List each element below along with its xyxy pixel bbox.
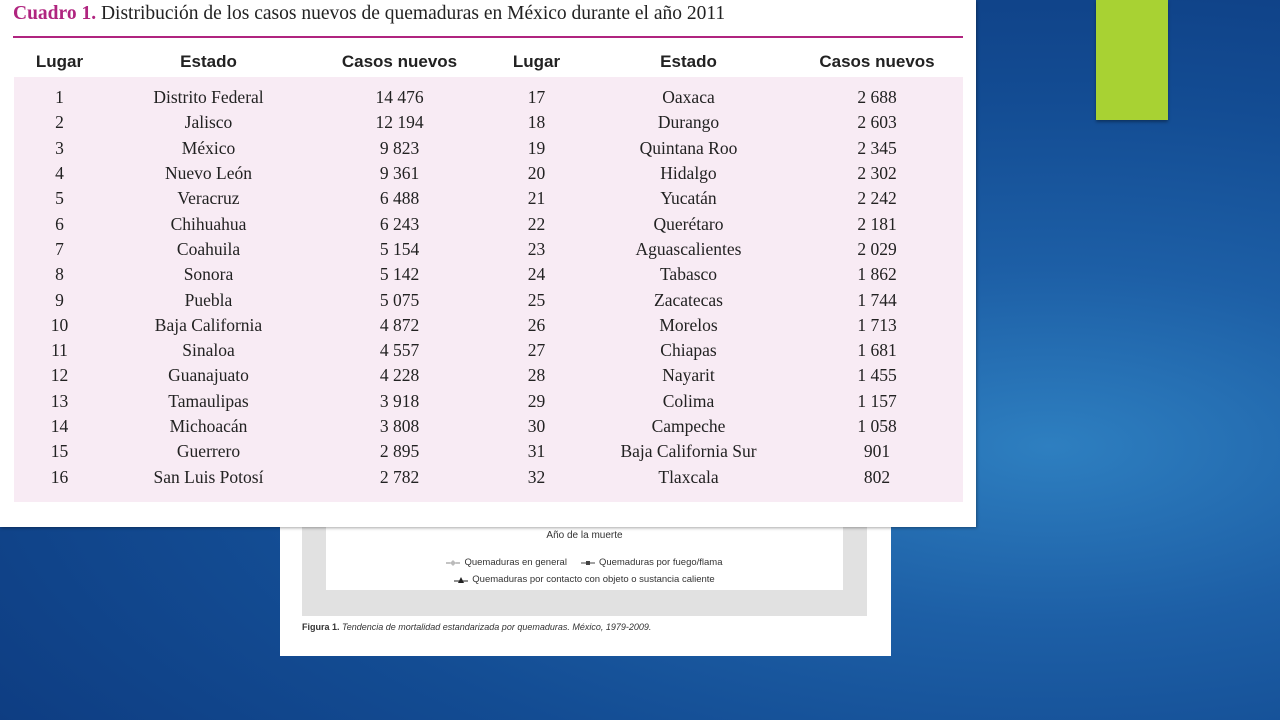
cell-casos-nuevos: 1 455 — [857, 365, 897, 386]
cell-lugar: 23 — [527, 238, 546, 259]
diamond-icon — [446, 559, 460, 567]
cell-lugar: 19 — [527, 137, 546, 158]
cell-estado: Chiapas — [660, 340, 717, 361]
cell-lugar: 31 — [527, 441, 546, 462]
cell-estado: Coahuila — [176, 238, 241, 259]
cell-estado: Chihuahua — [170, 213, 247, 234]
cell-lugar: 12 — [50, 365, 69, 386]
burns-table — [14, 47, 963, 502]
cell-casos-nuevos: 1 744 — [857, 289, 897, 310]
cell-casos-nuevos: 5 075 — [379, 289, 420, 310]
cell-lugar: 1 — [55, 87, 64, 108]
cell-estado: Tabasco — [659, 264, 718, 285]
table-row — [14, 439, 963, 464]
cell-lugar: 28 — [527, 365, 546, 386]
cell-estado: Nayarit — [662, 365, 715, 386]
cell-lugar: 14 — [50, 416, 69, 436]
cell-estado: Colima — [662, 390, 715, 411]
cell-casos-nuevos: 1 058 — [857, 416, 897, 436]
cell-lugar: 13 — [50, 390, 69, 411]
cell-estado: Yucatán — [660, 188, 717, 209]
header-casos-nuevos: Casos nuevos — [819, 52, 935, 71]
cell-lugar: 26 — [527, 314, 546, 335]
cell-casos-nuevos: 2 302 — [857, 163, 897, 184]
cell-estado: Querétaro — [653, 213, 724, 234]
table-row — [14, 77, 963, 110]
cell-estado: Oaxaca — [662, 87, 715, 108]
cell-lugar: 21 — [527, 188, 546, 209]
cell-lugar: 3 — [55, 137, 64, 158]
legend-label: Quemaduras por fuego/flama — [598, 557, 723, 568]
cell-estado: Baja California — [154, 314, 263, 335]
cell-lugar: 18 — [527, 112, 546, 133]
cell-lugar: 7 — [55, 238, 64, 259]
cell-estado: Sonora — [183, 264, 234, 285]
cell-estado: Morelos — [659, 314, 718, 335]
table-row — [14, 186, 963, 211]
cell-casos-nuevos: 4 872 — [379, 314, 420, 335]
figure-x-axis-label: Año de la muerte — [546, 530, 623, 541]
cell-casos-nuevos: 2 688 — [857, 87, 897, 108]
cell-lugar: 20 — [527, 163, 546, 184]
cell-lugar: 17 — [527, 87, 546, 108]
table-body — [14, 77, 963, 502]
cell-casos-nuevos: 802 — [863, 466, 891, 487]
header-estado: Estado — [180, 52, 237, 71]
cell-estado: Hidalgo — [660, 163, 717, 184]
triangle-icon — [454, 576, 468, 584]
header-estado: Estado — [660, 52, 717, 71]
cell-lugar: 16 — [50, 466, 69, 487]
table-row — [14, 389, 963, 414]
cell-estado: México — [181, 137, 236, 158]
title-divider — [13, 36, 963, 38]
cell-estado: Baja California Sur — [620, 441, 757, 462]
table-title-text: Distribución de los casos nuevos de quemaduras en México durante el año 2011 — [100, 3, 726, 24]
cell-casos-nuevos: 4 557 — [379, 340, 420, 361]
table-row — [14, 313, 963, 338]
cell-casos-nuevos: 1 713 — [857, 314, 897, 335]
cell-casos-nuevos: 2 782 — [379, 466, 420, 487]
cell-estado: Tlaxcala — [658, 466, 719, 487]
cell-estado: Aguascalientes — [635, 238, 742, 259]
cell-casos-nuevos: 2 895 — [379, 441, 420, 462]
cell-casos-nuevos: 5 154 — [379, 238, 420, 259]
cell-casos-nuevos: 2 181 — [857, 213, 897, 234]
cell-casos-nuevos: 4 228 — [379, 365, 420, 386]
square-icon — [581, 559, 595, 567]
figure-caption-label: Figura 1. — [302, 622, 340, 632]
cell-lugar: 22 — [527, 213, 546, 234]
cell-lugar: 9 — [55, 289, 64, 310]
table-title-label: Cuadro 1. — [13, 3, 97, 24]
header-casos-nuevos: Casos nuevos — [341, 52, 458, 71]
cell-estado: Jalisco — [184, 112, 233, 133]
cell-lugar: 2 — [55, 112, 64, 133]
figure-legend-row — [326, 557, 843, 568]
cell-estado: Veracruz — [177, 188, 240, 209]
figure-legend-row — [326, 574, 843, 585]
cell-estado: Sinaloa — [182, 340, 235, 361]
cell-lugar: 24 — [527, 264, 546, 285]
cell-estado: Quintana Roo — [639, 137, 738, 158]
cell-casos-nuevos: 9 823 — [379, 137, 420, 158]
cell-casos-nuevos: 1 681 — [857, 340, 897, 361]
cell-lugar: 29 — [527, 390, 546, 411]
table-row — [14, 414, 963, 439]
cell-casos-nuevos: 12 194 — [375, 112, 424, 133]
cell-lugar: 10 — [50, 314, 69, 335]
cell-lugar: 15 — [50, 441, 69, 462]
table-row — [14, 363, 963, 388]
legend-label: Quemaduras en general — [464, 557, 567, 568]
table-row — [14, 464, 963, 501]
table-row — [14, 338, 963, 363]
cell-estado: Guerrero — [176, 441, 241, 462]
cell-estado: Guanajuato — [168, 365, 249, 386]
cell-lugar: 8 — [55, 264, 64, 285]
cell-estado: San Luis Potosí — [153, 466, 264, 487]
cell-casos-nuevos: 2 603 — [857, 112, 897, 133]
table-title — [13, 3, 725, 25]
cell-casos-nuevos: 1 862 — [857, 264, 897, 285]
cell-casos-nuevos: 901 — [863, 441, 891, 462]
cell-lugar: 32 — [527, 466, 546, 487]
cell-casos-nuevos: 3 918 — [379, 390, 420, 411]
table-row — [14, 110, 963, 135]
figure-caption-text: Tendencia de mortalidad estandarizada por quemaduras. México, 1979-2009. — [342, 622, 652, 632]
table-header-row — [14, 47, 963, 77]
cell-casos-nuevos: 14 476 — [375, 87, 424, 108]
cell-casos-nuevos: 6 243 — [379, 213, 420, 234]
table-row — [14, 262, 963, 287]
table-row — [14, 237, 963, 262]
cell-casos-nuevos: 6 488 — [379, 188, 420, 209]
cell-lugar: 27 — [527, 340, 546, 361]
accent-bar — [1096, 0, 1168, 120]
cell-estado: Zacatecas — [654, 289, 723, 310]
cell-estado: Campeche — [651, 416, 726, 436]
cell-estado: Nuevo León — [165, 163, 252, 184]
cell-casos-nuevos: 2 345 — [857, 137, 897, 158]
table-row — [14, 211, 963, 236]
cell-estado: Michoacán — [169, 416, 248, 436]
cell-lugar: 4 — [55, 163, 64, 184]
cell-lugar: 6 — [55, 213, 64, 234]
legend-item-fuego — [581, 557, 723, 568]
table-row — [14, 136, 963, 161]
legend-label: Quemaduras por contacto con objeto o sustancia caliente — [472, 574, 715, 585]
table-row — [14, 161, 963, 186]
cell-estado: Distrito Federal — [153, 87, 264, 108]
cell-casos-nuevos: 5 142 — [379, 264, 420, 285]
cell-casos-nuevos: 2 029 — [857, 238, 897, 259]
legend-item-general — [446, 557, 566, 568]
legend-item-contacto — [454, 574, 714, 585]
cell-casos-nuevos: 3 808 — [379, 416, 420, 436]
cell-lugar: 25 — [527, 289, 546, 310]
cell-lugar: 5 — [55, 188, 64, 209]
cell-estado: Durango — [657, 112, 720, 133]
table-row — [14, 287, 963, 312]
header-lugar: Lugar — [35, 52, 84, 71]
header-lugar: Lugar — [512, 52, 561, 71]
cell-casos-nuevos: 1 157 — [857, 390, 897, 411]
cell-casos-nuevos: 9 361 — [379, 163, 420, 184]
cell-lugar: 30 — [527, 416, 546, 436]
cell-estado: Puebla — [184, 289, 233, 310]
cell-casos-nuevos: 2 242 — [857, 188, 897, 209]
figure-caption — [302, 622, 651, 632]
cell-estado: Tamaulipas — [168, 390, 249, 411]
cell-lugar: 11 — [51, 340, 68, 361]
